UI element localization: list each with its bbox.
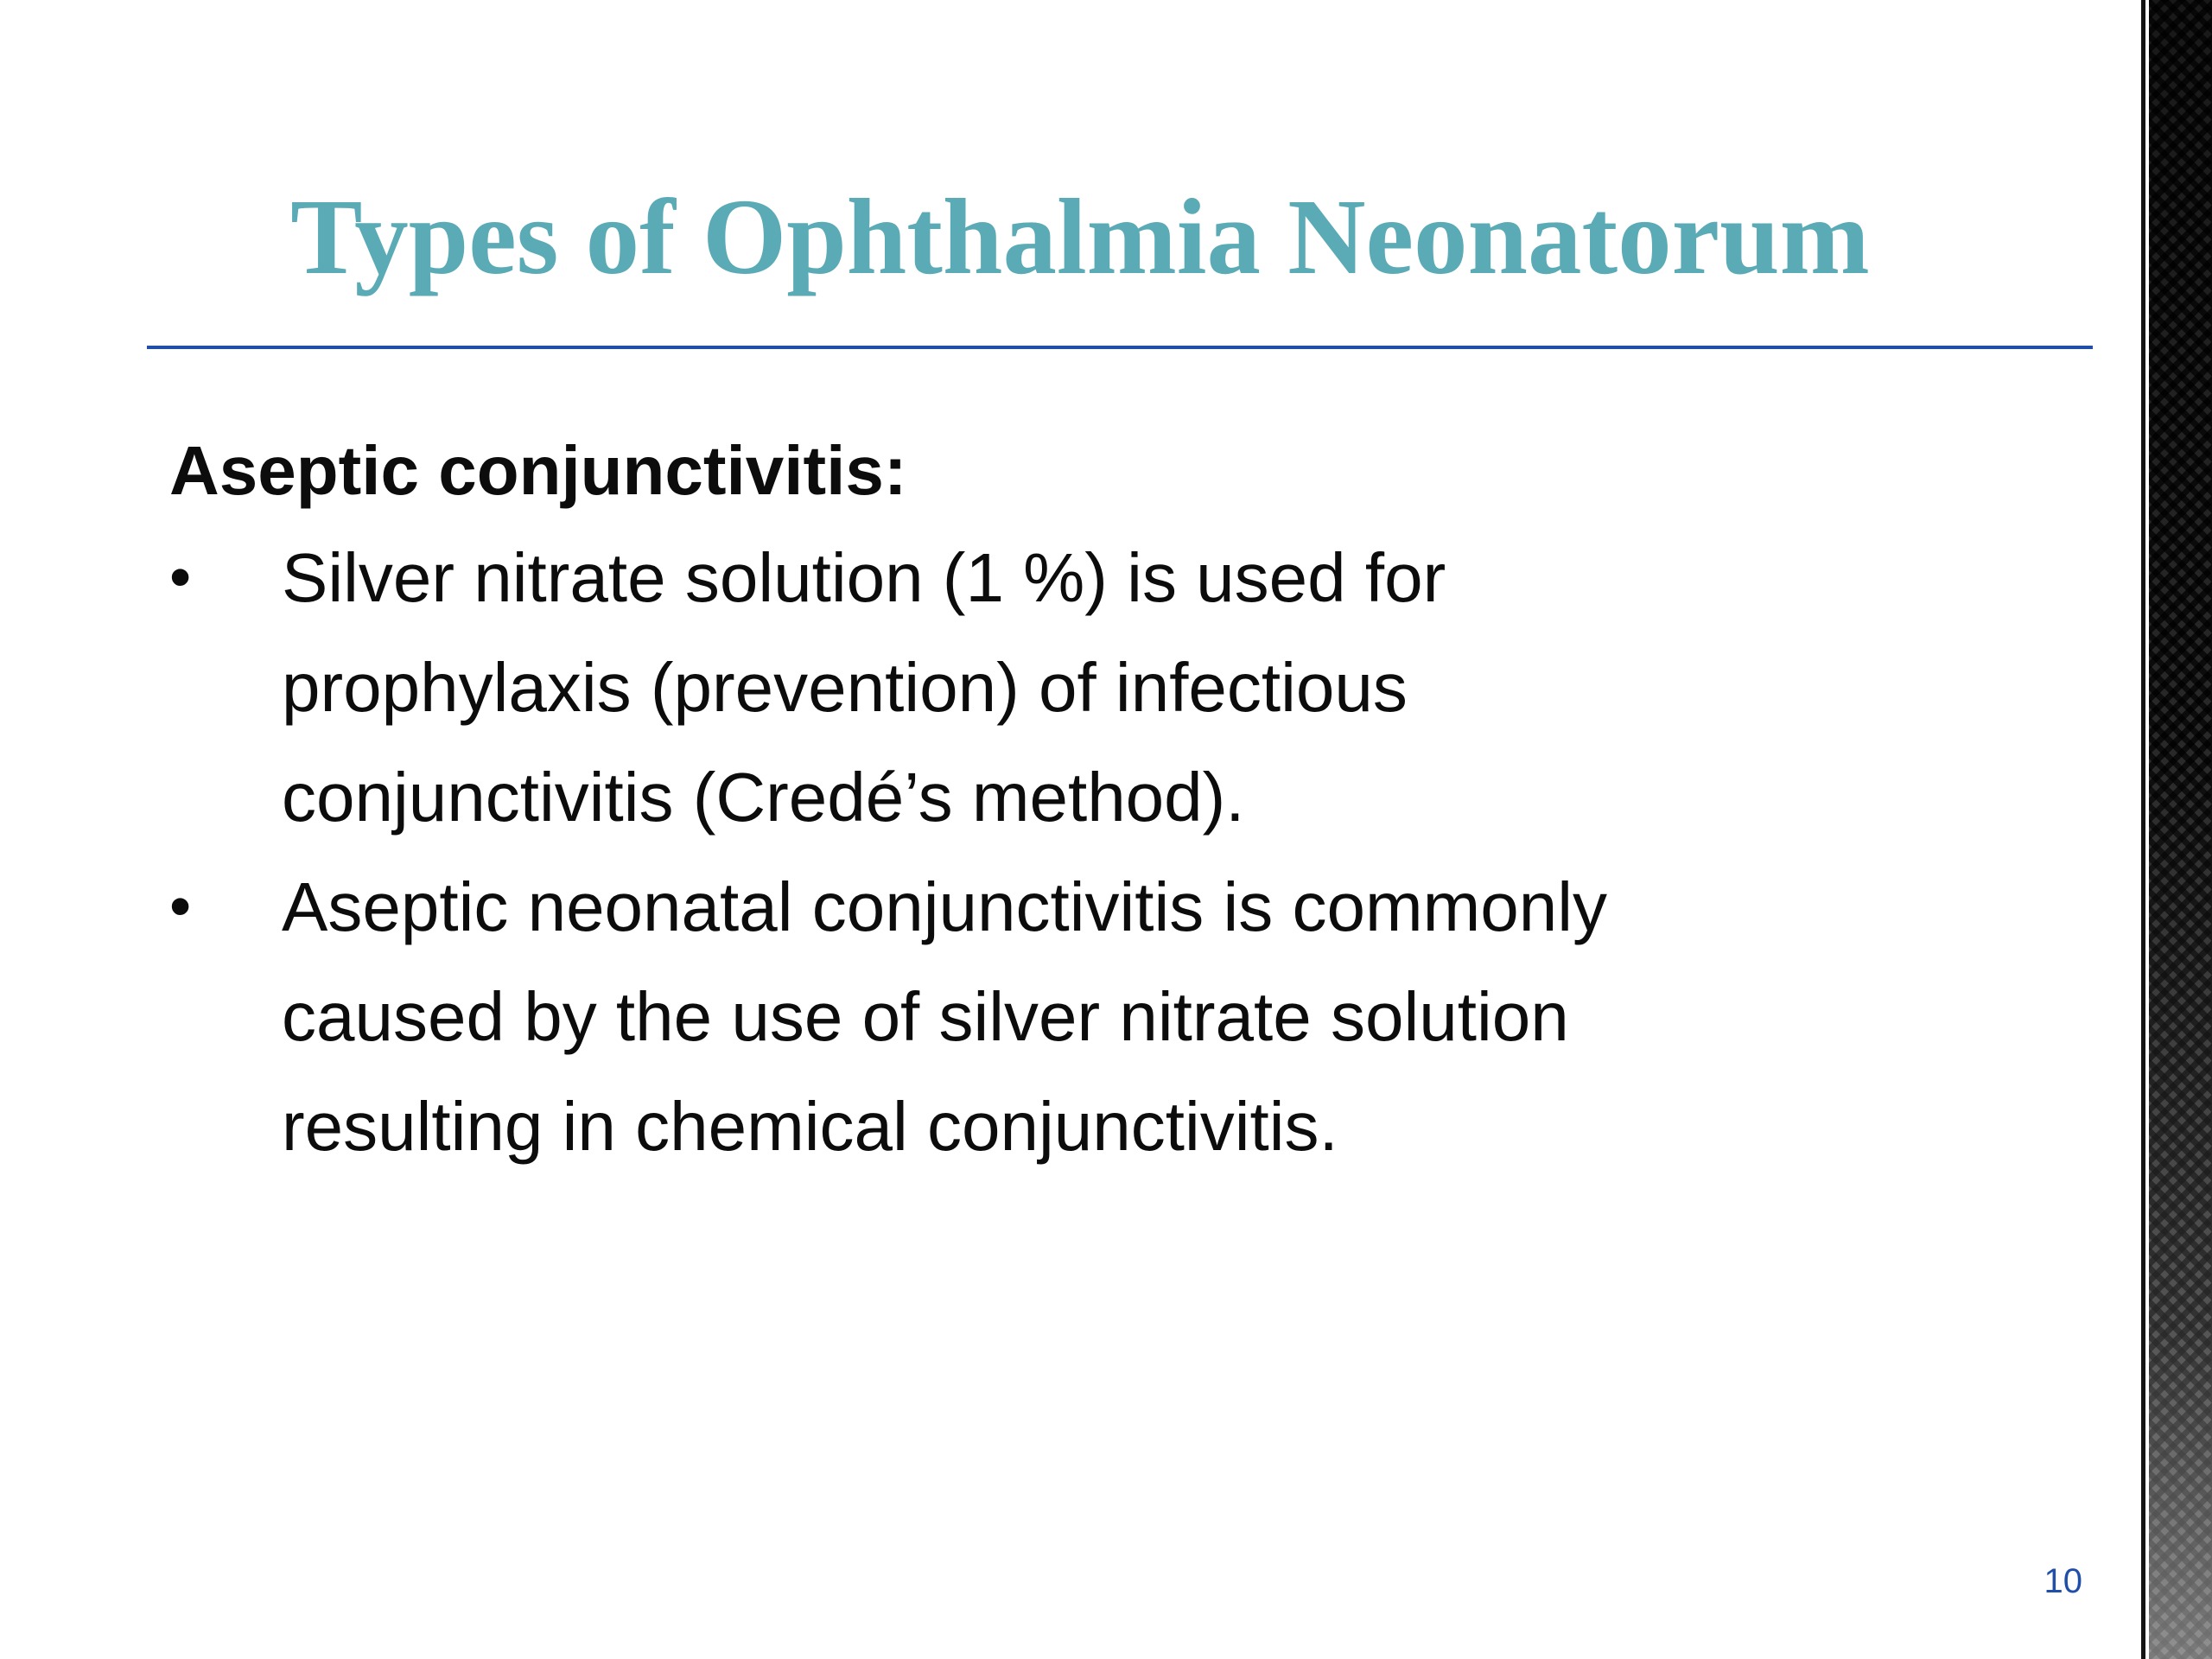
bullet-icon: • [169,872,192,941]
bullet-line: prophylaxis (prevention) of infectious [282,649,1408,726]
bullet-line: Silver nitrate solution (1 %) is used for [282,539,1446,616]
section-heading: Aseptic conjunctivitis: [169,432,907,509]
bullet-line: caused by the use of silver nitrate solution [282,978,1569,1055]
bullet-icon: • [169,543,192,612]
bullet-line: conjunctivitis (Credé’s method). [282,759,1245,836]
bullet-line: resulting in chemical conjunctivitis. [282,1088,1338,1165]
decorative-side-border-shading [2149,0,2212,1659]
bullet-item [169,852,2027,1181]
slide-content [169,419,2027,1181]
slide-title: Types of Ophthalmia Neonatorum [290,178,1870,297]
title-divider [147,346,2093,349]
bullet-line: Aseptic neonatal conjunctivitis is commonly [282,868,1608,945]
bullet-list [169,523,2027,1181]
page-number: 10 [2044,1562,2082,1600]
bullet-item [169,523,2027,852]
